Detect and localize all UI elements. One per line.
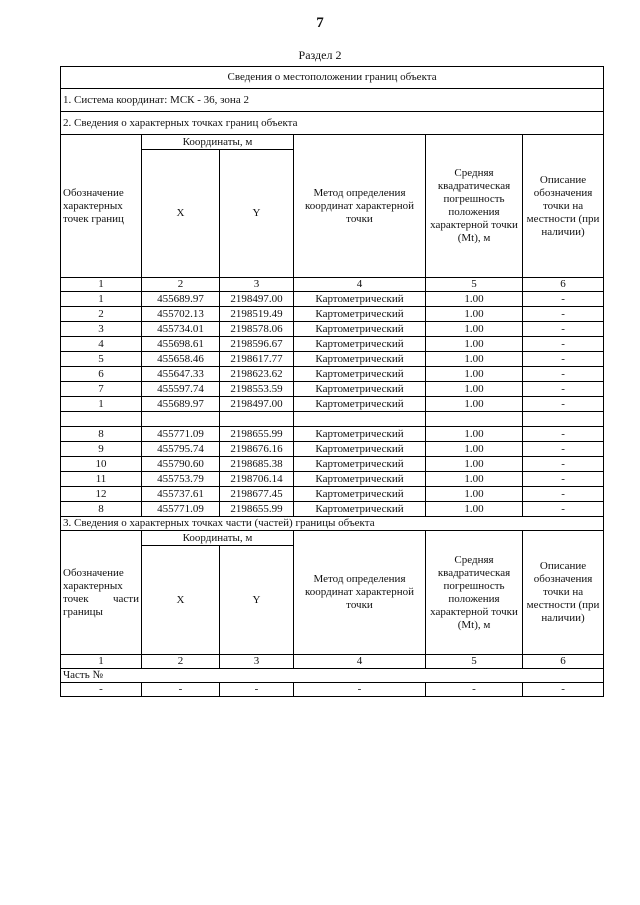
- description-cell: -: [523, 367, 604, 382]
- table-row: [61, 337, 604, 352]
- part-cell: -: [142, 683, 220, 697]
- error-cell: 1.00: [426, 457, 523, 472]
- error-cell: 1.00: [426, 337, 523, 352]
- y-cell: 2198655.99: [220, 502, 294, 517]
- description-cell: -: [523, 427, 604, 442]
- description-cell: -: [523, 397, 604, 412]
- part-cell: -: [61, 683, 142, 697]
- description-cell: -: [523, 442, 604, 457]
- empty-cell: [142, 412, 220, 427]
- method-cell: Картометрический: [294, 322, 426, 337]
- description-cell: -: [523, 292, 604, 307]
- error-cell: 1.00: [426, 502, 523, 517]
- section-label: Раздел 2: [298, 48, 342, 62]
- method-cell: Картометрический: [294, 472, 426, 487]
- part-cell: -: [294, 683, 426, 697]
- description-cell: -: [523, 322, 604, 337]
- x-cell: 455658.46: [142, 352, 220, 367]
- empty-cell: [61, 412, 142, 427]
- method-cell: Картометрический: [294, 487, 426, 502]
- column-number: 6: [523, 655, 604, 669]
- x-cell: 455698.61: [142, 337, 220, 352]
- x-cell: 455795.74: [142, 442, 220, 457]
- header3-coords: Координаты, м: [142, 531, 294, 546]
- table-row: [61, 322, 604, 337]
- table-row: [61, 352, 604, 367]
- table-row: [61, 382, 604, 397]
- part-cell: -: [220, 683, 294, 697]
- empty-cell: [523, 412, 604, 427]
- x-cell: 455771.09: [142, 502, 220, 517]
- method-cell: Картометрический: [294, 337, 426, 352]
- header-x: X: [142, 150, 220, 278]
- error-cell: 1.00: [426, 352, 523, 367]
- y-cell: 2198578.06: [220, 322, 294, 337]
- description-cell: -: [523, 472, 604, 487]
- table-row: [61, 457, 604, 472]
- column-number: 5: [426, 655, 523, 669]
- point-number-cell: 9: [61, 442, 142, 457]
- table-row: [61, 472, 604, 487]
- header3-x: X: [142, 546, 220, 655]
- point-number-cell: 12: [61, 487, 142, 502]
- header3-designation: Обозначение характерных точек части границы: [61, 531, 142, 655]
- header-description: Описание обозначения точки на местности (при наличии): [523, 135, 604, 278]
- error-cell: 1.00: [426, 472, 523, 487]
- method-cell: Картометрический: [294, 502, 426, 517]
- description-cell: -: [523, 502, 604, 517]
- column-number: 2: [142, 655, 220, 669]
- y-cell: 2198596.67: [220, 337, 294, 352]
- point-number-cell: 4: [61, 337, 142, 352]
- table-row: [61, 502, 604, 517]
- point-number-cell: 6: [61, 367, 142, 382]
- column-number: 3: [220, 655, 294, 669]
- table-row: [61, 442, 604, 457]
- header-designation: Обозначение характерных точек границ: [61, 135, 142, 278]
- method-cell: Картометрический: [294, 442, 426, 457]
- table-row: [61, 367, 604, 382]
- table-title: Сведения о местоположении границ объекта: [61, 67, 604, 89]
- error-cell: 1.00: [426, 427, 523, 442]
- contour-separator-row: [61, 412, 604, 427]
- empty-cell: [220, 412, 294, 427]
- header-error: Средняя квадратическая погрешность положения характерной точки (Mt), м: [426, 135, 523, 278]
- column-number: 4: [294, 278, 426, 292]
- error-cell: 1.00: [426, 367, 523, 382]
- y-cell: 2198519.49: [220, 307, 294, 322]
- error-cell: 1.00: [426, 442, 523, 457]
- error-cell: 1.00: [426, 322, 523, 337]
- header3-error: Средняя квадратическая погрешность положения характерной точки (Mt), м: [426, 531, 523, 655]
- point-number-cell: 11: [61, 472, 142, 487]
- column-number: 1: [61, 655, 142, 669]
- method-cell: Картометрический: [294, 367, 426, 382]
- x-cell: 455790.60: [142, 457, 220, 472]
- y-cell: 2198617.77: [220, 352, 294, 367]
- error-cell: 1.00: [426, 397, 523, 412]
- y-cell: 2198497.00: [220, 292, 294, 307]
- table-row: [61, 307, 604, 322]
- header3-description: Описание обозначения точки на местности (при наличии): [523, 531, 604, 655]
- part2-heading: 2. Сведения о характерных точках границ объекта: [61, 112, 604, 135]
- header-method: Метод определения координат характерной точки: [294, 135, 426, 278]
- point-number-cell: 5: [61, 352, 142, 367]
- y-cell: 2198655.99: [220, 427, 294, 442]
- description-cell: -: [523, 352, 604, 367]
- table-row: [61, 427, 604, 442]
- description-cell: -: [523, 382, 604, 397]
- point-number-cell: 2: [61, 307, 142, 322]
- error-cell: 1.00: [426, 292, 523, 307]
- column-numbers3-row: [61, 655, 604, 669]
- x-cell: 455734.01: [142, 322, 220, 337]
- part-cell: -: [523, 683, 604, 697]
- empty-cell: [426, 412, 523, 427]
- method-cell: Картометрический: [294, 427, 426, 442]
- x-cell: 455689.97: [142, 397, 220, 412]
- boundary-table: [60, 66, 604, 697]
- column-number: 3: [220, 278, 294, 292]
- part-row: [61, 683, 604, 697]
- point-number-cell: 3: [61, 322, 142, 337]
- description-cell: -: [523, 457, 604, 472]
- coord-system: 1. Система координат: МСК - 36, зона 2: [61, 89, 604, 112]
- method-cell: Картометрический: [294, 457, 426, 472]
- x-cell: 455737.61: [142, 487, 220, 502]
- table-row: [61, 487, 604, 502]
- column-number: 6: [523, 278, 604, 292]
- header-coords: Координаты, м: [142, 135, 294, 150]
- empty-cell: [294, 412, 426, 427]
- y-cell: 2198553.59: [220, 382, 294, 397]
- x-cell: 455753.79: [142, 472, 220, 487]
- x-cell: 455771.09: [142, 427, 220, 442]
- table-row: [61, 397, 604, 412]
- y-cell: 2198677.45: [220, 487, 294, 502]
- description-cell: -: [523, 487, 604, 502]
- x-cell: 455689.97: [142, 292, 220, 307]
- method-cell: Картометрический: [294, 292, 426, 307]
- description-cell: -: [523, 307, 604, 322]
- x-cell: 455647.33: [142, 367, 220, 382]
- description-cell: -: [523, 337, 604, 352]
- point-number-cell: 8: [61, 427, 142, 442]
- y-cell: 2198706.14: [220, 472, 294, 487]
- point-number-cell: 10: [61, 457, 142, 472]
- column-number: 5: [426, 278, 523, 292]
- part3-heading: 3. Сведения о характерных точках части (частей) границы объекта: [61, 517, 604, 531]
- point-number-cell: 8: [61, 502, 142, 517]
- x-cell: 455702.13: [142, 307, 220, 322]
- part-cell: -: [426, 683, 523, 697]
- point-number-cell: 7: [61, 382, 142, 397]
- point-number-cell: 1: [61, 397, 142, 412]
- column-numbers-row: [61, 278, 604, 292]
- point-number-cell: 1: [61, 292, 142, 307]
- method-cell: Картометрический: [294, 352, 426, 367]
- x-cell: 455597.74: [142, 382, 220, 397]
- header-y: Y: [220, 150, 294, 278]
- page-number: 7: [316, 15, 324, 31]
- header3-y: Y: [220, 546, 294, 655]
- method-cell: Картометрический: [294, 397, 426, 412]
- column-number: 2: [142, 278, 220, 292]
- error-cell: 1.00: [426, 382, 523, 397]
- method-cell: Картометрический: [294, 382, 426, 397]
- y-cell: 2198623.62: [220, 367, 294, 382]
- column-number: 4: [294, 655, 426, 669]
- table-row: [61, 292, 604, 307]
- error-cell: 1.00: [426, 487, 523, 502]
- method-cell: Картометрический: [294, 307, 426, 322]
- error-cell: 1.00: [426, 307, 523, 322]
- y-cell: 2198685.38: [220, 457, 294, 472]
- header3-method: Метод определения координат характерной точки: [294, 531, 426, 655]
- y-cell: 2198497.00: [220, 397, 294, 412]
- column-number: 1: [61, 278, 142, 292]
- y-cell: 2198676.16: [220, 442, 294, 457]
- part-label: Часть №: [61, 669, 604, 683]
